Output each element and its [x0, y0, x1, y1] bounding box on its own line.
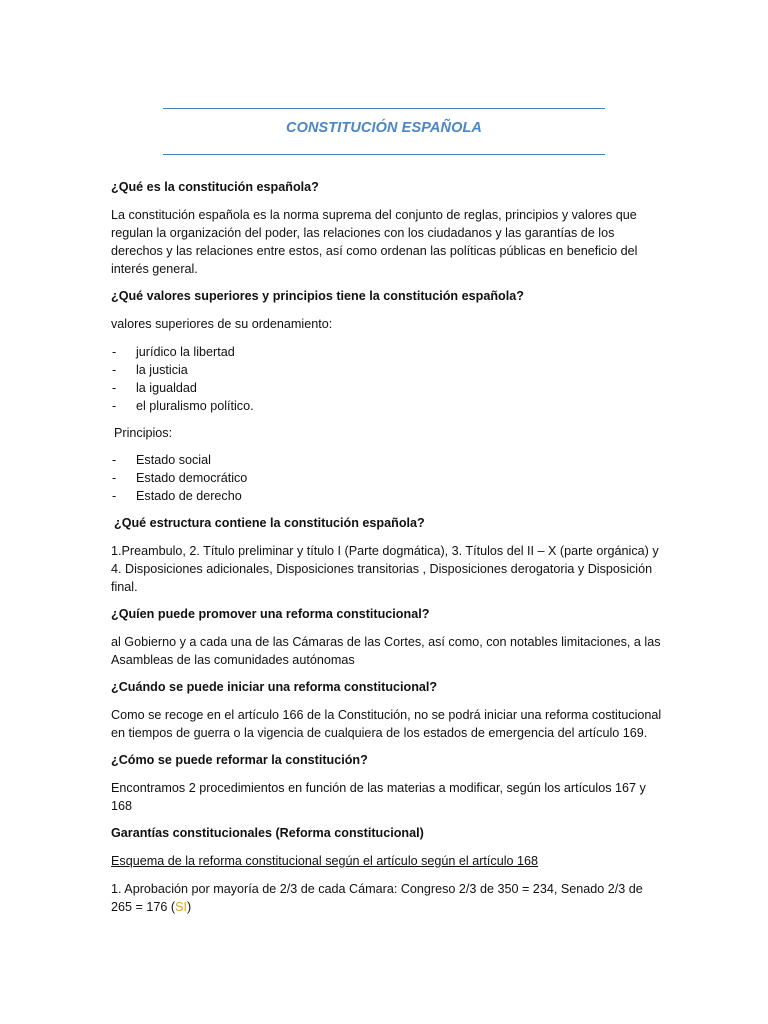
list-item: - la igualdad: [111, 379, 663, 397]
document-title: CONSTITUCIÓN ESPAÑOLA: [286, 120, 482, 136]
si-highlight: SI: [175, 900, 187, 914]
question-structure: ¿Qué estructura contiene la constitución española?: [114, 516, 425, 530]
document-body: [111, 178, 663, 916]
question-what-is: ¿Qué es la constitución española?: [111, 180, 319, 194]
section-guarantees: Garantías constitucionales (Reforma constitucional): [111, 826, 424, 840]
scheme-item-1-text: 1. Aprobación por mayoría de 2/3 de cada Cámara: Congreso 2/3 de 350 = 234, Senado 2/3 de 265 = 176 (: [111, 882, 643, 914]
title-top-rule: [163, 108, 605, 109]
values-intro: valores superiores de su ordenamiento:: [111, 317, 333, 331]
answer-structure: 1.Preambulo, 2. Título preliminar y título I (Parte dogmática), 3. Títulos del II – X (parte orgánica) y 4. Disposiciones adicionales, Disposiciones transitorias , Disposiciones derogatoria y Disposición final.: [111, 544, 659, 594]
list-item: - la justicia: [111, 361, 663, 379]
principles-intro: Principios:: [114, 426, 173, 440]
scheme-item-1: [111, 880, 663, 916]
scheme-item-1-close: ): [186, 900, 192, 914]
values-list: [111, 343, 663, 415]
question-who-promotes: ¿Quíen puede promover una reforma constitucional?: [111, 607, 430, 621]
question-how: ¿Cómo se puede reformar la constitución?: [111, 753, 368, 767]
question-values: ¿Qué valores superiores y principios tiene la constitución española?: [111, 289, 524, 303]
answer-when: Como se recoge en el artículo 166 de la Constitución, no se podrá iniciar una reforma costitucional en tiempos de guerra o la vigencia de cualquiera de los estados de emergencia del artículo 169.: [111, 708, 662, 740]
answer-what-is: La constitución española es la norma suprema del conjunto de reglas, principios y valores que regulan la organización del poder, las relaciones con los ciudadanos y las garantías de los derechos y las relaciones entre estos, así como ordenan las políticas públicas en beneficio del interés general.: [111, 208, 638, 276]
list-item: - el pluralismo político.: [111, 397, 663, 415]
list-item: - jurídico la libertad: [111, 343, 663, 361]
question-when: ¿Cuándo se puede iniciar una reforma constitucional?: [111, 680, 438, 694]
answer-who-promotes: al Gobierno y a cada una de las Cámaras de las Cortes, así como, con notables limitaciones, a las Asambleas de las comunidades autónomas: [111, 635, 661, 667]
list-item: - Estado social: [111, 451, 663, 469]
principles-list: [111, 451, 663, 505]
answer-how: Encontramos 2 procedimientos en función de las materias a modificar, según los artículos 167 y 168: [111, 781, 646, 813]
list-item: - Estado de derecho: [111, 487, 663, 505]
section-scheme: Esquema de la reforma constitucional según el artículo según el artículo 168: [111, 854, 539, 868]
title-bottom-rule: [163, 154, 605, 155]
list-item: - Estado democrático: [111, 469, 663, 487]
